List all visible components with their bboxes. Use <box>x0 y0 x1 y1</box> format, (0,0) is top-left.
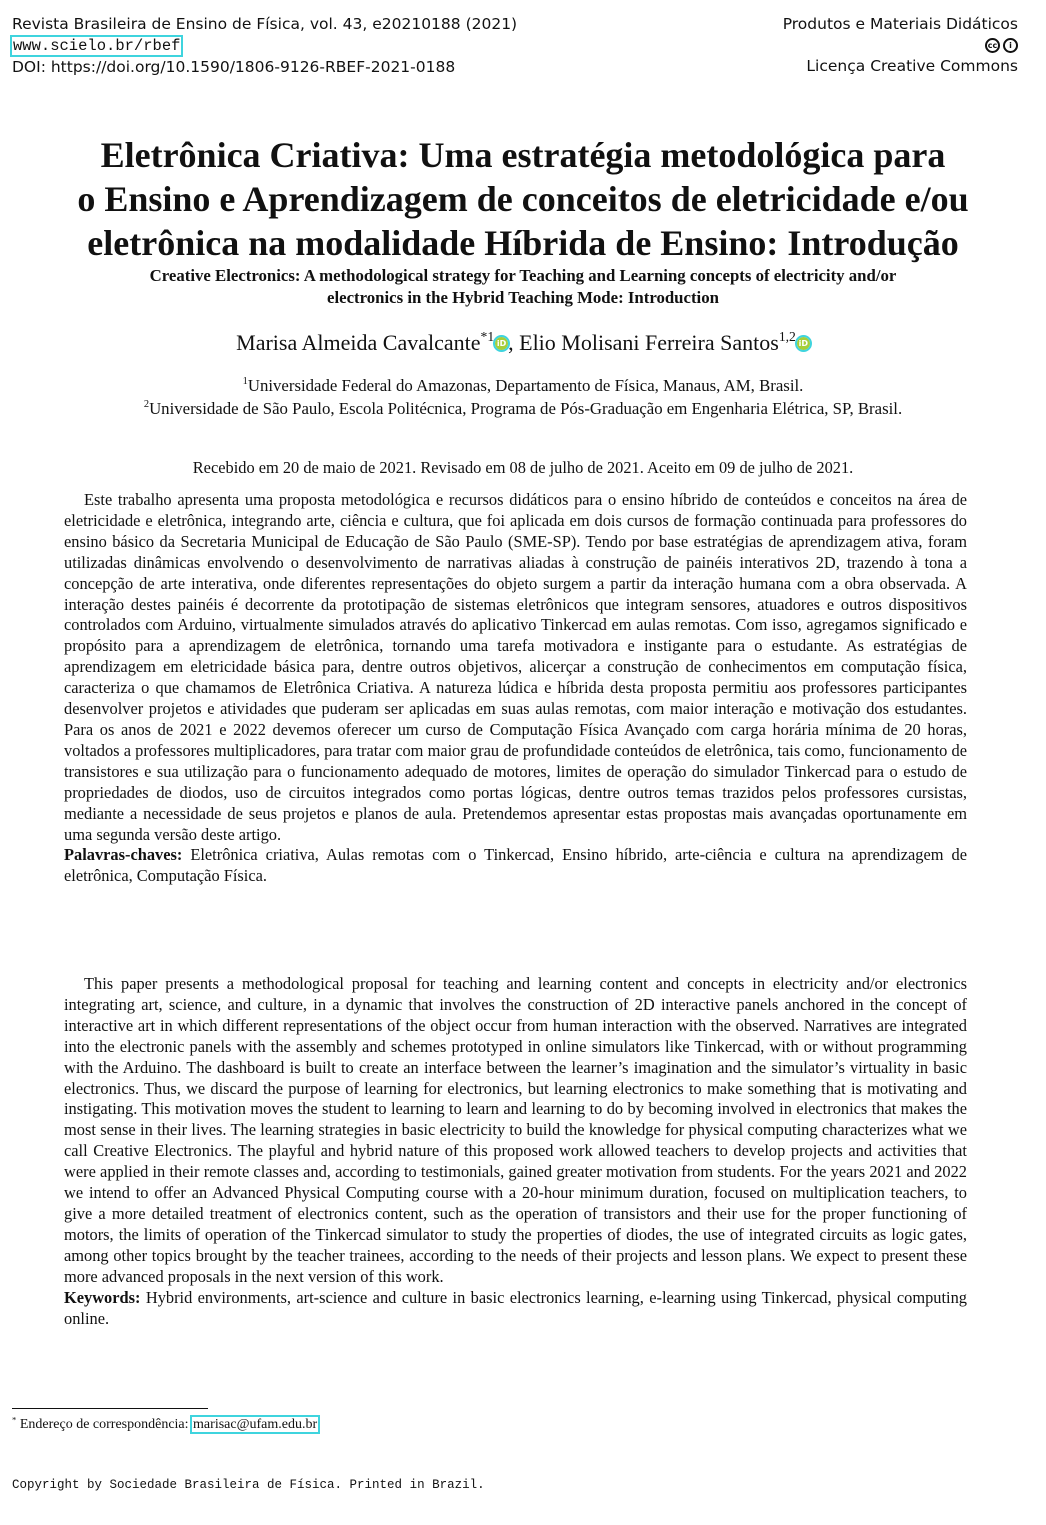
abstract-pt-text: Este trabalho apresenta uma proposta metodológica e recursos didáticos para o ensino híbrido de conteúdos e conceitos na área de eletricidade e eletrônica, integrando arte, ciência e cultura, que foi aplicada em dois cursos de formação continuada para professores do ensino básico da Secretaria Municipal de Educação de São Paulo (SME-SP). Tendo por base estratégias de aprendizagem ativa, foram utilizadas dinâmicas envolvendo o desenvolvimento de narrativas aliadas à construção de painéis interativos 2D, trazendo à tona a concepção de arte interativa, onde diferentes representações do objeto surgem a partir da interação humana com a obra observada. A interação destes painéis é decorrente da prototipação de sistemas eletrônicos que integram sensores, atuadores e outros dispositivos controlados com Arduino, virtualmente simulados através do aplicativo Tinkercad em aulas remotas. Com isso, agregamos significado e propósito para a aprendizagem de eletrônica, tornando uma tarefa motivadora e instigante para o estudante. As estratégias de aprendizagem em eletricidade básica para, dentre outros objetivos, alicerçar a construção de conhecimentos em computação física, caracteriza o que chamamos de Eletrônica Criativa. A natureza lúdica e híbrida desta proposta permitiu aos professores participantes desenvolver projetos e atividades que puderam ser aplicadas em suas aulas remotas, com maior interação e motivação dos estudantes. Para os anos de 2021 e 2022 devemos oferecer um curso de Computação Física Avançado com carga horária mínima de 20 horas, voltados a professores multiplicadores, para tratar com maior grau de profundidade conteúdos de eletrônica, tais como, funcionamento de transistores e sua utilização para o funcionamento adequado de motores, limites de operação do simulador Tinkercad para o estudo de propriedades de diodos, uso de circuitos integrados como portas lógicas, dentre outros temas trazidos pelos professores cursistas, mediante a necessidade de seus projetos e planos de aula. Pretendemos apresentar estas propostas mais avançadas oportunamente em uma segunda versão deste artigo. <box>64 490 967 844</box>
orcid-icon[interactable]: iD <box>798 338 809 348</box>
title-line: o Ensino e Aprendizagem de conceitos de eletricidade e/ou <box>77 179 969 219</box>
paper-title <box>0 133 1046 265</box>
author-affiliation-mark: *1 <box>480 329 495 345</box>
subtitle-line: electronics in the Hybrid Teaching Mode: Introduction <box>327 287 719 307</box>
author-affiliation-mark: 1,2 <box>778 329 796 345</box>
journal-citation: Revista Brasileira de Ensino de Física, vol. 43, e20210188 (2021) <box>12 15 518 33</box>
correspondence-footnote <box>12 1414 318 1436</box>
keywords-en-text: Hybrid environments, art-science and culture in basic electronics learning, e-learning using Tinkercad, physical computing online. <box>64 1287 967 1328</box>
footnote-text: Endereço de correspondência: <box>16 1417 193 1432</box>
keywords-en <box>64 1288 967 1330</box>
license-text: Licença Creative Commons <box>806 57 1018 75</box>
cc-license-icons[interactable] <box>783 35 1018 56</box>
author-name: Marisa Almeida Cavalcante <box>236 330 481 355</box>
keywords-pt-text: Eletrônica criativa, Aulas remotas com o Tinkercad, Ensino híbrido, arte-ciência e cultura na aprendizagem de eletrônica, Computação Física. <box>64 845 967 886</box>
affiliation-number: 1 <box>242 376 248 388</box>
header-left <box>12 14 517 78</box>
header-right <box>783 14 1018 77</box>
keywords-pt <box>64 845 967 887</box>
orcid-icon[interactable]: iD <box>496 338 507 348</box>
received-dates: Recebido em 20 de maio de 2021. Revisado em 08 de julho de 2021. Aceito em 09 de julho de 2021. <box>192 458 854 477</box>
affiliation <box>0 398 1046 420</box>
journal-url-link[interactable]: www.scielo.br/rbef <box>13 37 181 55</box>
keywords-en-label: Keywords: <box>64 1287 141 1307</box>
affiliation-number: 2 <box>143 399 150 411</box>
title-line: eletrônica na modalidade Híbrida de Ensino: Introdução <box>87 223 959 263</box>
keywords-pt-label: Palavras-chaves: <box>64 845 183 865</box>
affiliation <box>0 375 1046 397</box>
attribution-icon: i <box>1003 38 1018 53</box>
abstract-en <box>64 974 967 1329</box>
affiliation-text: Universidade de São Paulo, Escola Politécnica, Programa de Pós-Graduação em Engenharia Elétrica, SP, Brasil. <box>149 399 903 418</box>
title-line: Eletrônica Criativa: Uma estratégia metodológica para <box>100 135 946 175</box>
author-separator: , <box>508 330 520 355</box>
abstract-pt <box>64 490 967 887</box>
abstract-en-text: This paper presents a methodological proposal for teaching and learning content and concepts in electricity and/or electronics integrating art, science, and culture, in a dynamic that involves the construction of 2D interactive panels anchored in the concept of interactive art in which different representations of the object occur from human interaction with the observed. Narratives are integrated into the electronic panels with the assembly and schemes prototyped in online simulators like Tinkercad, with or without programming with the Arduino. The dashboard is built to create an interface between the learner’s imagination and the simulator’s virtuality in basic electronics. Thus, we discard the purpose of learning for electronics, but learning electronics to make something that is motivating and instigating. This motivation moves the student to learning to learn and learning to do by becoming involved in electronics that makes the most sense in their lives. The learning strategies in basic electricity to build the knowledge for physical computing characterizes what we call Creative Electronics. The playful and hybrid nature of this proposed work allowed teachers to develop projects and activities that were applied in their remote classes and, according to testimonials, gained greater motivation from students. For the years 2021 and 2022 we intend to offer an Advanced Physical Computing course with a 20-hour minimum duration, focused on multiplication teachers, to give a more detailed treatment of electronics content, such as the operation of transistors and their use for the proper functioning of motors, the limits of operation of the Tinkercad simulator to study the properties of diodes, the use of integrated circuits as logic gates, among other topics brought by the teacher trainees, according to the needs of their projects and lesson plans. We expect to present these more advanced proposals in the next version of this work. <box>64 974 967 1286</box>
doi-text: DOI: https://doi.org/10.1590/1806-9126-RBEF-2021-0188 <box>12 58 456 76</box>
section-name: Produtos e Materiais Didáticos <box>782 15 1018 33</box>
paper-title-english <box>22 265 1024 308</box>
footnote-mark: * <box>12 1414 17 1425</box>
copyright-notice: Copyright by Sociedade Brasileira de Física. Printed in Brazil. <box>12 1478 485 1492</box>
author-name: Elio Molisani Ferreira Santos <box>519 330 779 355</box>
author-list <box>0 328 1046 358</box>
footnote-rule <box>12 1408 208 1409</box>
affiliation-text: Universidade Federal do Amazonas, Departamento de Física, Manaus, AM, Brasil. <box>247 376 804 395</box>
creative-commons-icon: cc <box>985 38 1000 53</box>
subtitle-line: Creative Electronics: A methodological strategy for Teaching and Learning concepts of electricity and/or <box>149 266 897 285</box>
correspondence-email-link[interactable]: marisac@ufam.edu.br <box>193 1417 318 1432</box>
